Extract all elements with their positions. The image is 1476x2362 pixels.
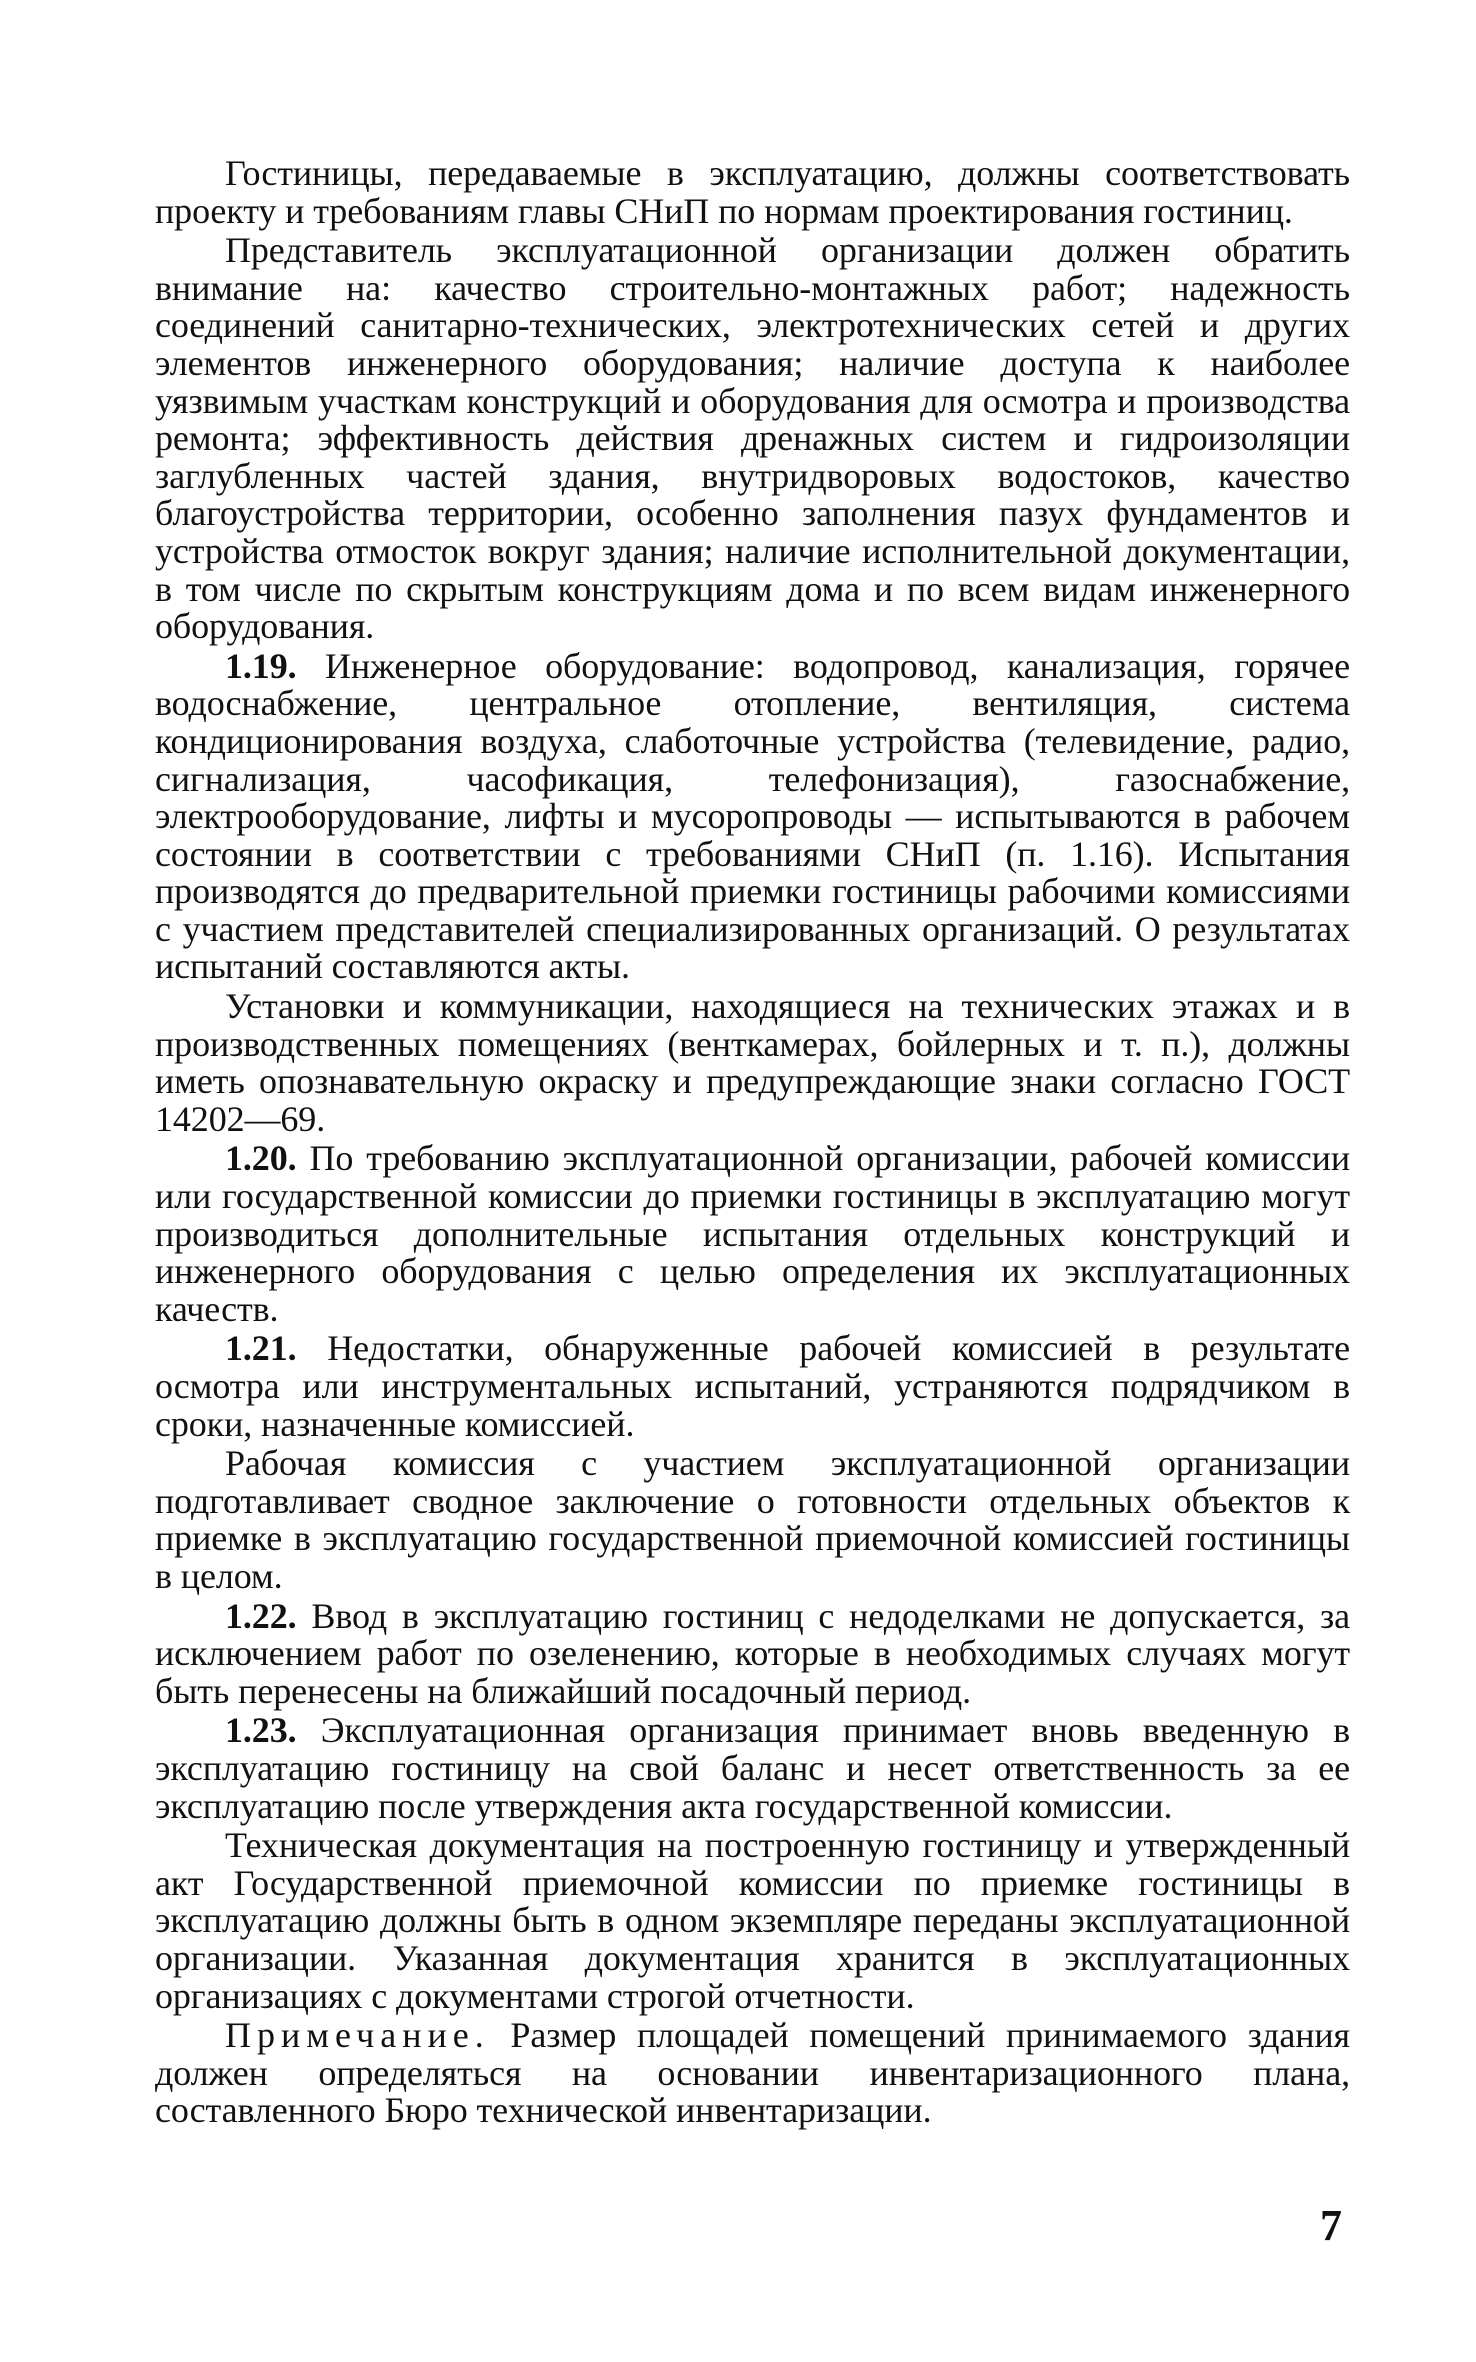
section-number: 1.21. (225, 1328, 297, 1369)
page-number: 7 (1320, 2201, 1342, 2250)
paragraph (155, 1827, 1350, 2015)
note-text: Размер площадей помещений принимаемого здания должен определяться на основании инвентаризационного плана, составленного Бюро технической инвентаризации. (155, 2015, 1350, 2131)
section-1-20 (155, 1140, 1350, 1328)
paragraph (155, 1445, 1350, 1595)
note (155, 2017, 1350, 2130)
section-number: 1.22. (225, 1595, 297, 1636)
section-1-22 (155, 1595, 1350, 1711)
page-body (155, 155, 1350, 2132)
paragraph-text: Гостиницы, передаваемые в эксплуатацию, должны соответствовать проекту и требованиям главы СНиП по нормам проектирования гостиниц. (155, 153, 1350, 231)
paragraph-text: Установки и коммуникации, находящиеся на технических этажах и в производственных помещениях (венткамерах, бойлерных и т. п.), должны иметь опознавательную окраску и предупреждающие знаки согласно ГОСТ 14202—69. (155, 986, 1350, 1139)
paragraph-text: Недостатки, обнаруженные рабочей комиссией в результате осмотра или инструментальных испытаний, устраняются подрядчиком в сроки, назначенные комиссией. (155, 1328, 1351, 1444)
paragraph-text: Инженерное оборудование: водопровод, канализация, горячее водоснабжение, центральное отопление, вентиляция, система кондиционирования воздуха, слаботочные устройства (телевидение, радио, сигнализация, часофикация, телефонизация), газоснабжение, электрооборудование, лифты и мусоропроводы — испытываются в рабочем состоянии в соответствии с требованиями СНиП (п. 1.16). Испытания производятся до предварительной приемки гостиницы рабочими комиссиями с участием представителей специализированных организаций. О результатах испытаний составляются акты. (155, 645, 1350, 987)
paragraph-text: Эксплуатационная организация принимает вновь введенную в эксплуатацию гостиницу на свой баланс и несет ответственность за ее эксплуатацию после утверждения акта государственной комиссии. (155, 1710, 1350, 1826)
paragraph (155, 155, 1350, 230)
paragraph-text: Представитель эксплуатационной организации должен обратить внимание на: качество строительно-монтажных работ; надежность соединений санитарно-технических, электротехнических сетей и других элементов инженерного оборудования; наличие доступа к наиболее уязвимым участкам конструкций и оборудования для осмотра и производства ремонта; эффективность действия дренажных систем и гидроизоляции заглубленных частей здания, внутридворовых водостоков, качество благоустройства территории, особенно заполнения пазух фундаментов и устройства отмосток вокруг здания; наличие исполнительной документации, в том числе по скрытым конструкциям дома и по всем видам инженерного оборудования. (155, 230, 1350, 647)
paragraph-text: По требованию эксплуатационной организации, рабочей комиссии или государственной комиссии до приемки гостиницы в эксплуатацию могут производиться дополнительные испытания отдельных конструкций и инженерного оборудования с целью определения их эксплуатационных качеств. (155, 1138, 1350, 1329)
section-number: 1.19. (225, 645, 297, 686)
paragraph-text: Рабочая комиссия с участием эксплуатационной организации подготавливает сводное заключение о готовности отдельных объектов к приемке в эксплуатацию государственной приемочной комиссией гостиницы в целом. (155, 1443, 1350, 1596)
paragraph-text: Ввод в эксплуатацию гостиниц с недоделками не допускается, за исключением работ по озеленению, которые в необходимых случаях могут быть перенесены на ближайший посадочный период. (155, 1595, 1350, 1711)
section-1-19 (155, 645, 1350, 987)
section-1-21 (155, 1330, 1350, 1443)
note-label: Примечание. (225, 2015, 490, 2056)
paragraph (155, 232, 1350, 646)
paragraph (155, 988, 1350, 1138)
section-number: 1.23. (225, 1710, 297, 1751)
paragraph-text: Техническая документация на построенную гостиницу и утвержденный акт Государственной приемочной комиссии по приемке гостиницы в эксплуатацию должны быть в одном экземпляре переданы эксплуатационной организации. Указанная документация хранится в эксплуатационных организациях с документами строгой отчетности. (155, 1825, 1350, 2016)
section-1-23 (155, 1712, 1350, 1825)
section-number: 1.20. (225, 1138, 297, 1179)
